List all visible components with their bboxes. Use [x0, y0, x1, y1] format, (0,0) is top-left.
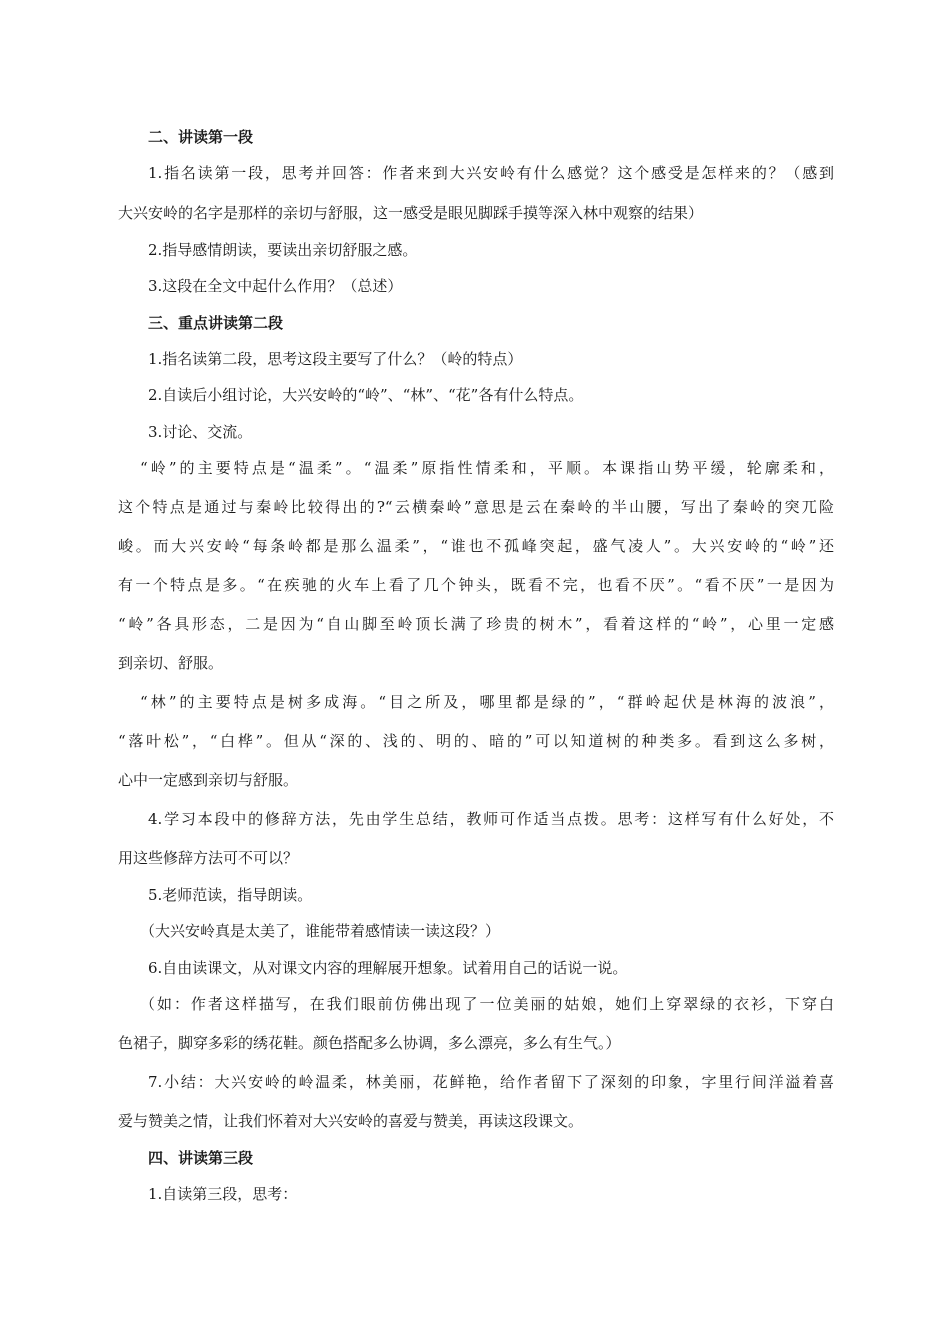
- paragraph-line: 有一个特点是多。“在疾驰的火车上看了几个钟头，既看不完，也看不厌”。“看不厌”一是因为: [118, 576, 834, 594]
- paragraph-line: 3.讨论、交流。: [148, 423, 253, 441]
- paragraph-line: “岭”各具形态，二是因为“自山脚至岭顶长满了珍贵的树木”，看着这样的“岭”，心里一定感: [118, 615, 834, 633]
- section-heading: 四、讲读第三段: [148, 1149, 254, 1167]
- paragraph-line: “岭”的主要特点是“温柔”。“温柔”原指性情柔和，平顺。本课指山势平缓，轮廓柔和，: [140, 459, 834, 477]
- paragraph-line: “林”的主要特点是树多成海。“目之所及，哪里都是绿的”，“群岭起伏是林海的波浪”，: [140, 693, 834, 711]
- paragraph-line: 4.学习本段中的修辞方法，先由学生总结，教师可作适当点拨。思考：这样写有什么好处，不: [148, 810, 834, 828]
- section-heading: 二、讲读第一段: [148, 128, 254, 146]
- paragraph-line: 1.指名读第一段，思考并回答：作者来到大兴安岭有什么感觉？这个感受是怎样来的？（感到: [148, 164, 834, 182]
- paragraph-line: 1.自读第三段，思考：: [148, 1185, 298, 1203]
- paragraph-line: 1.指名读第二段，思考这段主要写了什么？（岭的特点）: [148, 350, 523, 368]
- paragraph-line: 爱与赞美之情，让我们怀着对大兴安岭的喜爱与赞美，再读这段课文。: [118, 1112, 584, 1130]
- paragraph-line: 3.这段在全文中起什么作用？（总述）: [148, 277, 403, 295]
- paragraph-line: （如：作者这样描写，在我们眼前仿佛出现了一位美丽的姑娘，她们上穿翠绿的衣衫，下穿白: [140, 995, 834, 1013]
- paragraph-line: （大兴安岭真是太美了，谁能带着感情读一读这段？）: [140, 922, 501, 940]
- paragraph-line: 5.老师范读，指导朗读。: [148, 886, 313, 904]
- paragraph-line: 6.自由读课文，从对课文内容的理解展开想象。试着用自己的话说一说。: [148, 959, 628, 977]
- paragraph-line: 大兴安岭的名字是那样的亲切与舒服，这一感受是眼见脚踩手摸等深入林中观察的结果）: [118, 204, 704, 222]
- section-heading: 三、重点讲读第二段: [148, 314, 284, 332]
- paragraph-line: 7.小结：大兴安岭的岭温柔，林美丽，花鲜艳，给作者留下了深刻的印象，字里行间洋溢着喜: [148, 1073, 834, 1091]
- paragraph-line: 心中一定感到亲切与舒服。: [118, 771, 299, 789]
- paragraph-line: 峻。而大兴安岭“每条岭都是那么温柔”，“谁也不孤峰突起，盛气凌人”。大兴安岭的“岭”还: [118, 537, 834, 555]
- paragraph-line: 色裙子，脚穿多彩的绣花鞋。颜色搭配多么协调，多么漂亮，多么有生气。）: [118, 1034, 621, 1052]
- paragraph-line: 2.指导感情朗读，要读出亲切舒服之感。: [148, 241, 418, 259]
- paragraph-line: 这个特点是通过与秦岭比较得出的?“云横秦岭”意思是云在秦岭的半山腰，写出了秦岭的突兀险: [118, 498, 834, 516]
- paragraph-line: 用这些修辞方法可不可以？: [118, 849, 299, 867]
- paragraph-line: 2.自读后小组讨论，大兴安岭的“岭”、“林”、“花”各有什么特点。: [148, 386, 584, 404]
- paragraph-line: 到亲切、舒服。: [118, 654, 224, 672]
- paragraph-line: “落叶松”，“白桦”。但从“深的、浅的、明的、暗的”可以知道树的种类多。看到这么多树，: [118, 732, 834, 750]
